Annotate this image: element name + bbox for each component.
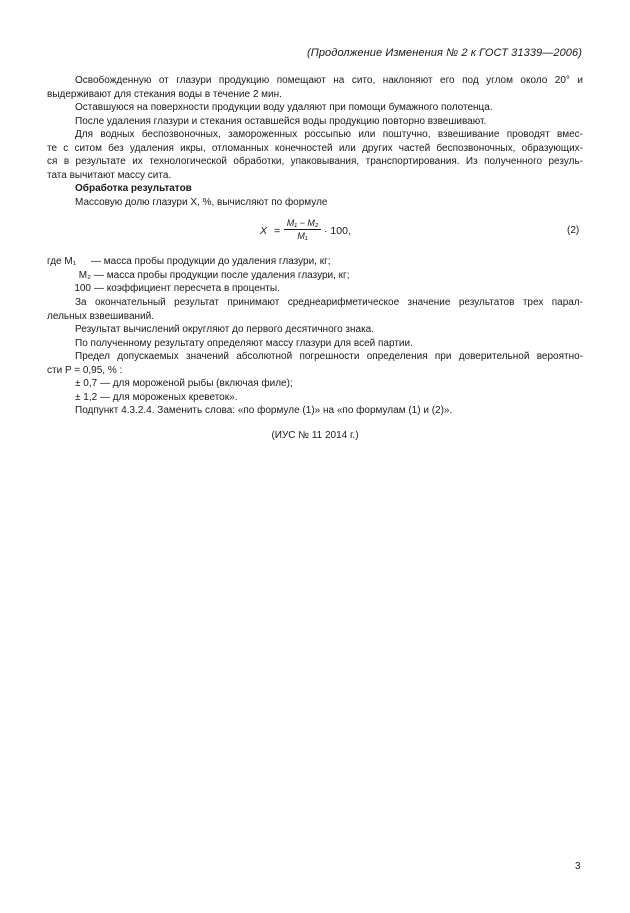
formula-denominator: M₁ (297, 231, 308, 241)
where-text: — коэффициент пересчета в проценты. (94, 283, 280, 294)
page-header: (Продолжение Изменения № 2 к ГОСТ 31339—2006) (307, 47, 582, 59)
list-item-shrimp: ± 1,2 — для мороженых креветок». (75, 391, 238, 403)
page-number: 3 (575, 861, 581, 872)
where-item (47, 255, 349, 269)
body-text-upper (47, 74, 583, 209)
where-text: — масса пробы продукции до удаления глазури, кг; (91, 256, 331, 267)
formula-equals: = (274, 225, 281, 237)
section-title: Обработка результатов (75, 183, 192, 194)
formula-lhs: X (260, 225, 268, 237)
paragraph-invertebrates (47, 128, 583, 182)
where-list (47, 255, 349, 296)
formula-tail: · 100, (324, 225, 351, 237)
line: сти P = 0,95, % : (47, 364, 123, 376)
line: Освобожденную от глазури продукцию помещают на сито, наклоняют его под углом около 20° и (75, 75, 583, 86)
line: те с ситом без удаления икры, отломанных конечностей или других частей беспозвоночных, образующих- (47, 142, 583, 154)
where-item (47, 282, 349, 296)
paragraph-reweigh: После удаления глазури и стекания оставшейся воды продукцию повторно взвешивают. (75, 115, 487, 127)
paragraph-batch: По полученному результату определяют массу глазури для всей партии. (75, 337, 413, 349)
paragraph-towel: Оставшуюся на поверхности продукции воду удаляют при помощи бумажного полотенца. (75, 102, 493, 113)
line: выдерживают для стекания воды в течение 2 мин. (47, 88, 282, 100)
line: Предел допускаемых значений абсолютной погрешности определения при доверительной вероятно- (75, 351, 583, 362)
paragraph-subclause: Подпункт 4.3.2.4. Заменить слова: «по формуле (1)» на «по формулам (1) и (2)». (75, 405, 453, 416)
line: тата вычитают массу сита. (47, 169, 172, 181)
list-item-fish: ± 0,7 — для мороженой рыбы (включая филе); (75, 378, 293, 389)
formula-fraction (284, 218, 321, 241)
paragraph-rounding: Результат вычислений округляют до первого десятичного знака. (75, 324, 375, 335)
where-symbol: где M₁ (47, 256, 77, 267)
where-item (47, 269, 349, 283)
source-note: (ИУС № 11 2014 г.) (271, 430, 359, 441)
paragraph-final-result (47, 296, 583, 323)
formula-number: (2) (567, 225, 580, 236)
line: За окончательный результат принимают среднеарифметическое значение результатов трех парал- (75, 297, 583, 308)
line: лельных взвешиваний. (47, 310, 154, 322)
where-text: — масса пробы продукции после удаления глазури, кг; (94, 269, 350, 281)
line: ся в результате их технологической обработки, упаковывания, транспортирования. Из полученного резуль- (47, 156, 583, 167)
line: Для водных беспозвоночных, замороженных россыпью или поштучно, взвешивание проводят вмес- (75, 129, 583, 140)
paragraph-sieve (47, 74, 583, 101)
paragraph-formula-intro: Массовую долю глазури X, %, вычисляют по формуле (75, 196, 328, 208)
formula-numerator: M₁ − M₂ (284, 218, 321, 230)
where-symbol: M₂ (78, 269, 91, 281)
body-text-lower (47, 296, 583, 418)
paragraph-error-limit (47, 350, 583, 377)
where-symbol: 100 (74, 283, 91, 294)
